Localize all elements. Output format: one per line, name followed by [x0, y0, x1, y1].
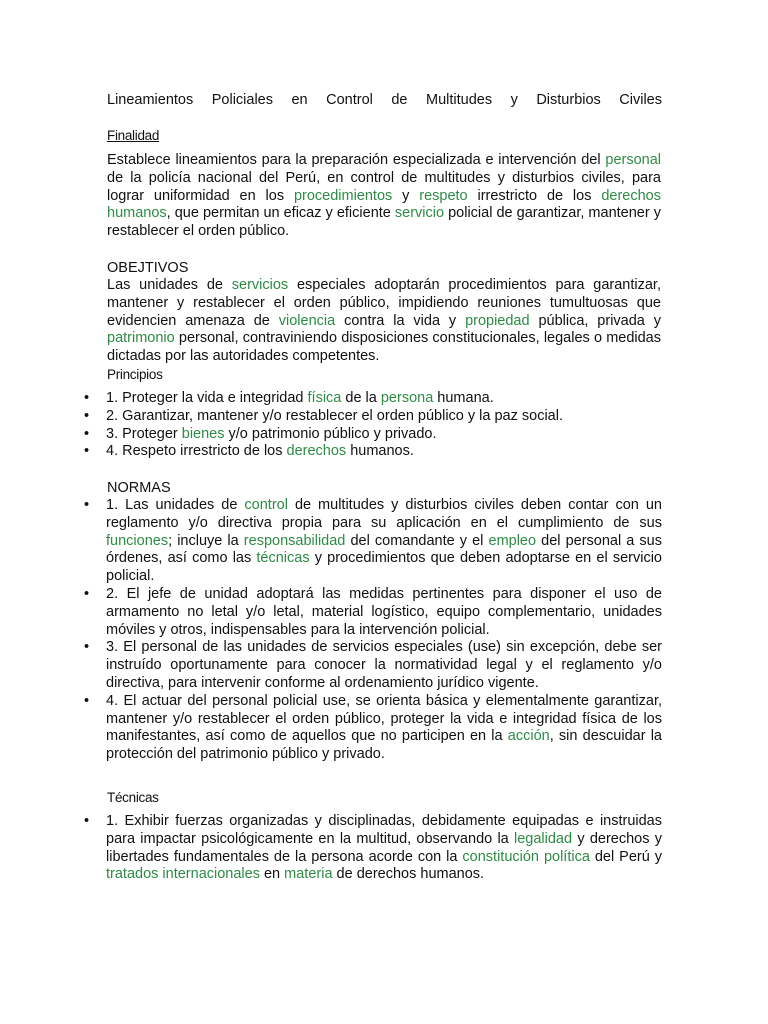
tecnicas-heading: Técnicas: [107, 790, 159, 805]
link-patrimonio[interactable]: patrimonio: [107, 330, 175, 347]
link-procedimientos[interactable]: procedimientos: [293, 187, 393, 204]
text-run: pública, privada y: [529, 312, 662, 329]
bullet-icon: •: [84, 585, 90, 602]
text-run: de multitudes y disturbios civiles deben contar con un reglamento y/o directiva propia para su aplicación en el cumplimiento de sus: [106, 497, 662, 531]
objetivos-paragraph: [107, 277, 661, 366]
bullet-icon: •: [84, 443, 90, 460]
finalidad-heading: Finalidad: [107, 128, 160, 143]
objetivos-heading: OBEJTIVOS: [107, 260, 189, 276]
text-run: del personal a sus órdenes, así como las: [106, 532, 663, 567]
text-run: humana.: [433, 390, 494, 406]
list-item: [84, 639, 662, 692]
link-servicios[interactable]: servicios: [231, 277, 289, 293]
link-accion[interactable]: acción: [507, 728, 550, 745]
link-violencia[interactable]: violencia: [278, 312, 336, 329]
link-derechos-humanos[interactable]: derechos humanos: [107, 187, 661, 222]
text-run: irrestricto de los: [467, 187, 602, 204]
text-run: de derechos humanos.: [332, 866, 485, 883]
text-run: Las unidades de: [107, 277, 232, 293]
text-run: de la policía nacional del Perú, en control de multitudes y disturbios civiles, para lograr uniformidad en los: [107, 169, 661, 204]
normas-heading: NORMAS: [107, 480, 171, 496]
text-run: ; incluye la: [168, 532, 244, 549]
link-bienes[interactable]: bienes: [181, 425, 225, 442]
text-run: 2. Garantizar, mantener y/o restablecer el orden público y la paz social.: [106, 407, 563, 424]
link-constitucion-politica[interactable]: constitución política: [462, 848, 590, 865]
link-empleo[interactable]: empleo: [488, 532, 537, 549]
text-run: 1. Exhibir fuerzas organizadas y disciplinadas, debidamente equipadas e instruidas para impactar psicológicamente en la multitud, observando la: [106, 813, 662, 847]
tecnicas-list: [84, 813, 662, 884]
list-item: [84, 443, 662, 461]
list-item: [84, 586, 662, 639]
text-run: 3. Proteger: [106, 425, 182, 442]
link-legalidad[interactable]: legalidad: [514, 830, 573, 847]
link-tratados-internacionales[interactable]: tratados internacionales: [106, 866, 260, 883]
bullet-icon: •: [84, 390, 90, 406]
text-run: 4. Respeto irrestricto de los: [106, 443, 287, 460]
bullet-icon: •: [84, 425, 90, 442]
link-materia[interactable]: materia: [284, 866, 333, 883]
link-control[interactable]: control: [244, 497, 288, 513]
finalidad-paragraph: [107, 152, 661, 241]
list-item: [84, 497, 662, 586]
text-run: policial de garantizar, mantener y restablecer el orden público.: [107, 205, 661, 240]
link-tecnicas[interactable]: técnicas: [256, 550, 310, 567]
text-run: del comandante y el: [345, 532, 489, 549]
list-item: [84, 813, 662, 884]
text-run: 1. Proteger la vida e integridad: [106, 390, 308, 406]
text-run: del Perú y: [589, 848, 662, 865]
list-item: [84, 426, 662, 444]
text-run: contra la vida y: [335, 312, 466, 329]
text-run: , sin descuidar la protección del patrimonio público y privado.: [106, 728, 663, 763]
list-item: [84, 408, 662, 426]
link-fisica[interactable]: física: [307, 390, 342, 406]
text-run: y: [392, 187, 420, 204]
link-responsabilidad[interactable]: responsabilidad: [243, 532, 346, 549]
principios-heading: Principios: [107, 367, 163, 382]
list-item: [84, 693, 662, 764]
link-personal[interactable]: personal: [605, 152, 661, 168]
bullet-icon: •: [84, 407, 90, 424]
normas-list: [84, 497, 662, 764]
text-run: 2. El jefe de unidad adoptará las medidas pertinentes para disponer el uso de armamento no letal y/o letal, material logístico, equipo complementario, unidades móviles y otros, indispensables para la intervención policial.: [106, 585, 662, 638]
link-funciones[interactable]: funciones: [106, 532, 169, 549]
text-run: en: [259, 866, 285, 883]
text-run: personal, contraviniendo disposiciones constitucionales, legales o medidas dictadas por las autoridades competentes.: [107, 330, 661, 365]
link-derechos[interactable]: derechos: [286, 443, 347, 460]
text-run: , que permitan un eficaz y eficiente: [166, 205, 395, 222]
text-run: 3. El personal de las unidades de servicios especiales (use) sin excepción, debe ser instruído oportunamente para conocer la normatividad legal y el reglamento y/o directiva, para intervenir conforme al ordenamiento jurídico vigente.: [106, 639, 662, 691]
bullet-icon: •: [84, 639, 90, 656]
text-run: 4. El actuar del personal policial use, se orienta básica y elementalmente garantizar, mantener y/o restablecer el orden público, proteger la vida e integridad física de los manifestantes, así como de aquellos que no participen en la: [106, 692, 662, 745]
link-servicio[interactable]: servicio: [394, 205, 445, 222]
document-title: Lineamientos Policiales en Control de Multitudes y Disturbios Civiles: [107, 92, 662, 108]
principios-list: [84, 390, 662, 461]
text-run: especiales adoptarán procedimientos para garantizar, mantener y restablecer el orden público, impidiendo reuniones tumultuosas que evidencien amenaza de: [107, 277, 661, 329]
link-persona[interactable]: persona: [380, 390, 434, 406]
bullet-icon: •: [84, 497, 90, 513]
text-run: y/o patrimonio público y privado.: [224, 425, 437, 442]
text-run: de la: [341, 390, 381, 406]
bullet-icon: •: [84, 692, 90, 709]
bullet-icon: •: [84, 813, 90, 829]
text-run: 1. Las unidades de: [106, 497, 245, 513]
link-respeto[interactable]: respeto: [419, 187, 468, 204]
link-propiedad[interactable]: propiedad: [465, 312, 530, 329]
text-run: Establece lineamientos para la preparación especializada e intervención del: [107, 152, 606, 168]
text-run: humanos.: [346, 443, 414, 460]
list-item: [84, 390, 662, 408]
text-run: y procedimientos que deben adoptarse en el servicio policial.: [106, 550, 662, 585]
text-run: y derechos y libertades fundamentales de la persona acorde con la: [106, 830, 662, 865]
